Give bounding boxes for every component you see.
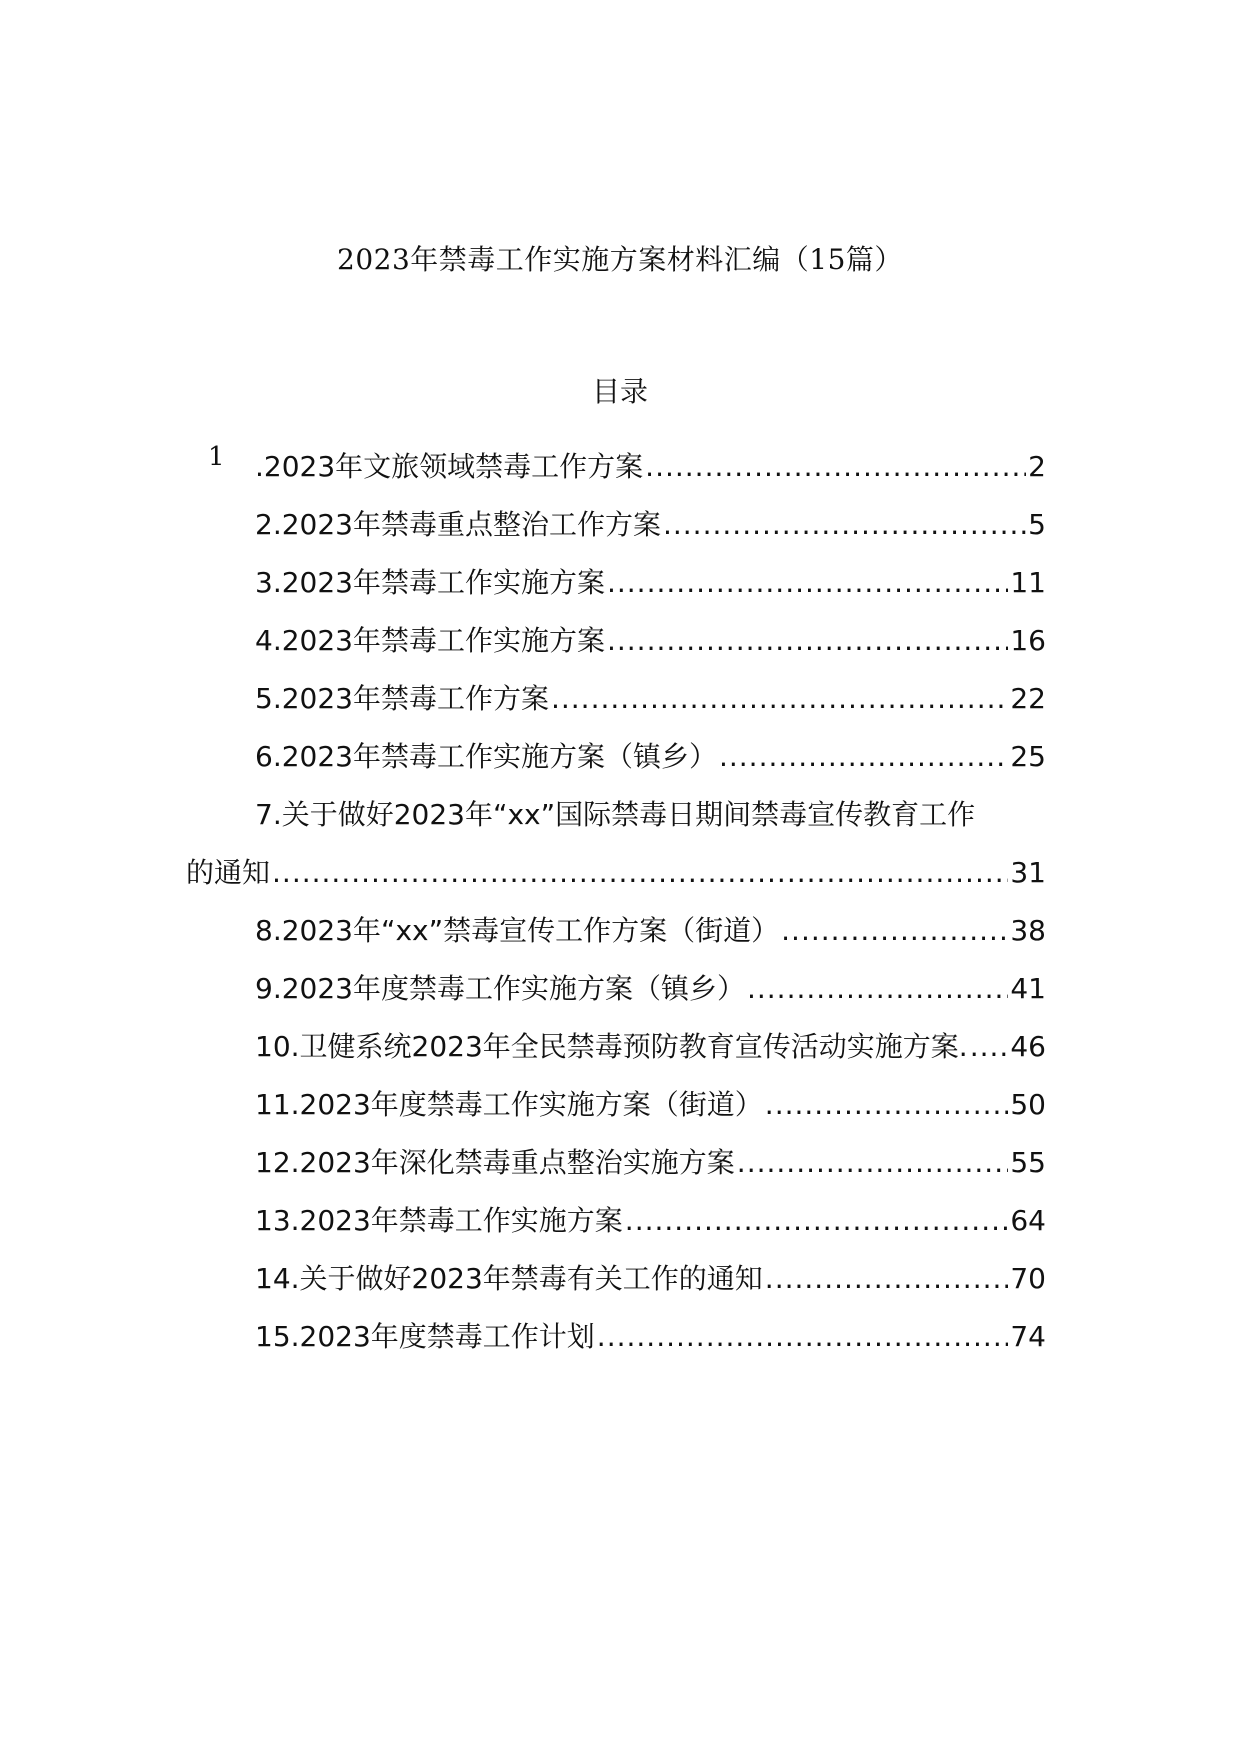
document-title: 2023年禁毒工作实施方案材料汇编（15篇） — [337, 243, 903, 276]
toc-entry-page: 22 — [1010, 682, 1046, 715]
toc-entry-page: 70 — [1010, 1262, 1046, 1295]
toc-entry-page: 64 — [1010, 1204, 1046, 1237]
toc-entry-title: 6.2023年禁毒工作实施方案（镇乡） — [255, 740, 717, 773]
toc-dot-leader — [970, 1027, 1009, 1067]
toc-entry-page: 46 — [1010, 1030, 1046, 1063]
toc-entry-page: 5 — [1028, 508, 1046, 541]
toc-entry-page: 2 — [1028, 450, 1046, 483]
toc-entry-title: 3.2023年禁毒工作实施方案 — [255, 566, 605, 599]
toc-entry-title: 14.关于做好2023年禁毒有关工作的通知 — [255, 1262, 763, 1295]
toc-dot-leader — [747, 969, 1008, 1009]
toc-entry[interactable] — [255, 969, 1046, 1009]
toc-dot-leader — [645, 447, 1026, 487]
toc-dot-leader — [719, 737, 1008, 777]
toc-entry[interactable] — [255, 795, 1046, 835]
toc-entry-continuation[interactable] — [186, 853, 1046, 893]
toc-dot-leader — [781, 911, 1008, 951]
toc-heading: 目录 — [591, 375, 648, 408]
toc-entry[interactable] — [255, 1085, 1046, 1125]
toc-dot-leader — [737, 1143, 1009, 1183]
toc-entry-page: 38 — [1010, 914, 1046, 947]
toc-entry[interactable] — [255, 679, 1046, 719]
toc-entry[interactable] — [255, 563, 1046, 603]
toc-entry-title: 12.2023年深化禁毒重点整治实施方案 — [255, 1146, 735, 1179]
toc-entry[interactable] — [255, 1259, 1046, 1299]
toc-entry-page: 16 — [1010, 624, 1046, 657]
toc-entry-page: 11 — [1010, 566, 1046, 599]
toc-entry-title: 5.2023年禁毒工作方案 — [255, 682, 549, 715]
toc-entry-page: 74 — [1010, 1320, 1046, 1353]
toc-dot-leader — [551, 679, 1008, 719]
toc-dot-leader — [597, 1317, 1009, 1357]
toc-entry[interactable] — [255, 505, 1046, 545]
toc-entry-page: 31 — [1010, 856, 1046, 889]
toc-entry-title: 11.2023年度禁毒工作实施方案（街道） — [255, 1088, 763, 1121]
toc-dot-leader — [625, 1201, 1009, 1241]
toc-entry[interactable] — [255, 621, 1046, 661]
toc-entry-title: 2.2023年禁毒重点整治工作方案 — [255, 508, 661, 541]
toc-entry-title: 10.卫健系统2023年全民禁毒预防教育宣传活动实施方案. — [255, 1030, 968, 1063]
toc-entry[interactable] — [255, 447, 1046, 487]
toc-entry-title: .2023年文旅领域禁毒工作方案 — [255, 450, 644, 483]
toc-entry-page: 50 — [1010, 1088, 1046, 1121]
toc-entry-title: 13.2023年禁毒工作实施方案 — [255, 1204, 623, 1237]
toc-entry[interactable] — [255, 1201, 1046, 1241]
toc-dot-leader — [765, 1259, 1009, 1299]
toc-dot-leader — [607, 621, 1008, 661]
toc-entry-page: 25 — [1010, 740, 1046, 773]
toc-entry[interactable] — [255, 911, 1046, 951]
toc-entry[interactable] — [255, 1317, 1046, 1357]
toc-entry-title-continuation: 的通知 — [186, 856, 271, 889]
toc-dot-leader — [765, 1085, 1009, 1125]
toc-entry[interactable] — [255, 737, 1046, 777]
toc-entry-title: 4.2023年禁毒工作实施方案 — [255, 624, 605, 657]
toc-entry-title: 15.2023年度禁毒工作计划 — [255, 1320, 595, 1353]
toc-dot-leader — [607, 563, 1008, 603]
toc-entry-page: 55 — [1010, 1146, 1046, 1179]
toc-entry-page: 41 — [1010, 972, 1046, 1005]
toc-entry-title: 8.2023年“xx”禁毒宣传工作方案（街道） — [255, 914, 780, 947]
toc-entry[interactable] — [255, 1143, 1046, 1183]
stray-page-number: 1 — [208, 442, 225, 472]
toc-dot-leader — [663, 505, 1026, 545]
toc-entry-title: 7.关于做好2023年“xx”国际禁毒日期间禁毒宣传教育工作 — [255, 798, 976, 831]
toc-dot-leader — [272, 853, 1008, 893]
toc-entry-title: 9.2023年度禁毒工作实施方案（镇乡） — [255, 972, 745, 1005]
toc-entry[interactable] — [255, 1027, 1046, 1067]
